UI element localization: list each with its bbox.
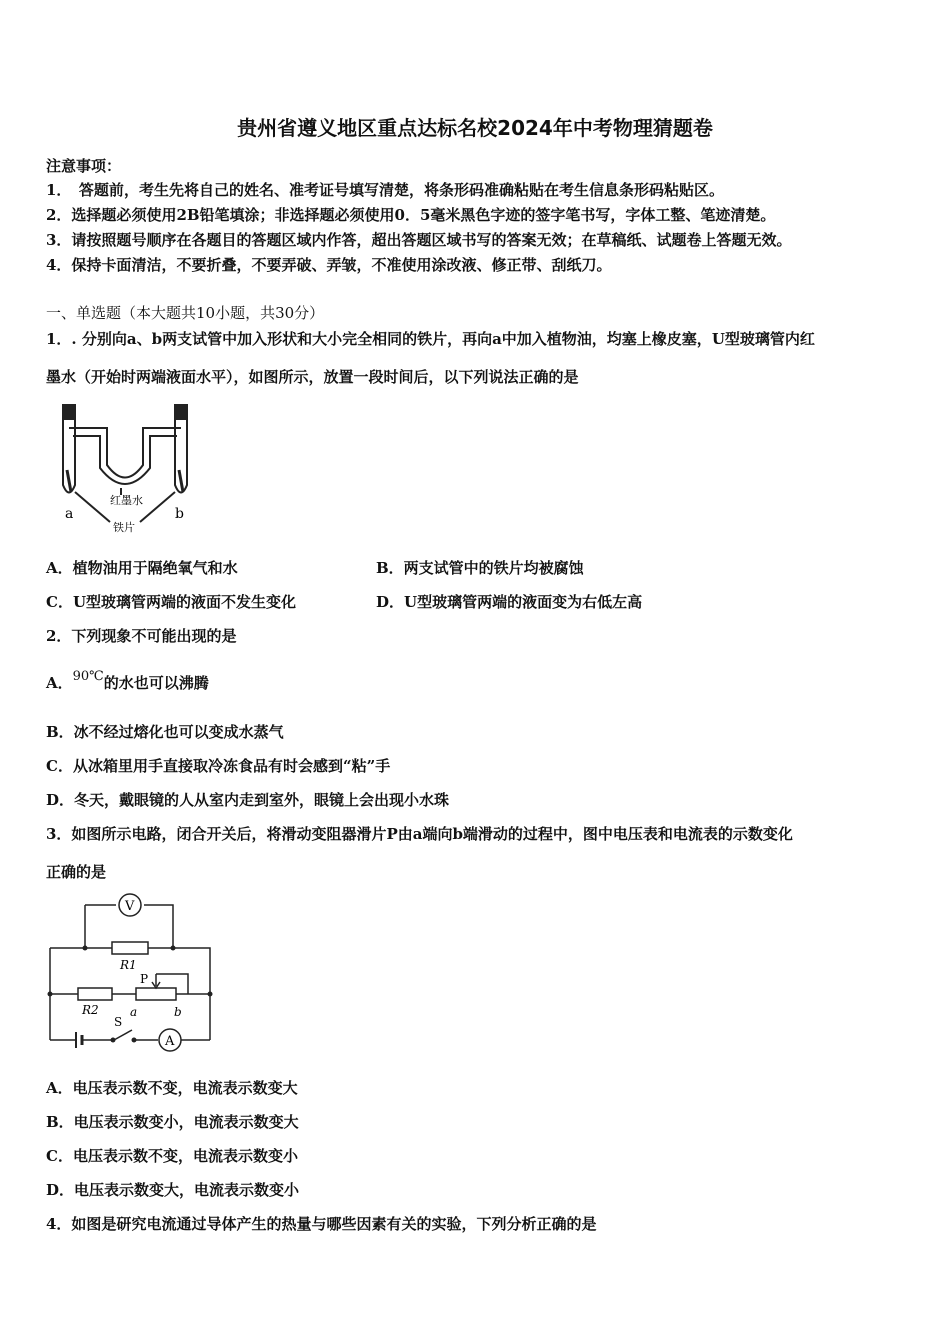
switch-s-label: S [114,1015,123,1029]
q3-stem-line2: 正确的是 [46,863,107,881]
terminal-b-label: b [174,1005,182,1019]
q1-label-b: b [175,506,184,522]
q2-option-a-rest: 的水也可以沸腾 [103,674,209,692]
notice-item-4: 4．保持卡面清洁，不要折叠，不要弄破、弄皱，不准使用涂改液、修正带、刮纸刀。 [46,256,612,274]
notice-item-2: 2．选择题必须使用2B铅笔填涂；非选择题必须使用0．5毫米黑色字迹的签字笔书写，字体工整、笔迹清楚。 [46,206,776,224]
q3-circuit-figure [40,890,220,1060]
q3-option-a[interactable]: A．电压表示数不变，电流表示数变大 [46,1079,298,1097]
notice-item-3: 3．请按照题号顺序在各题目的答题区域内作答，超出答题区域书写的答案无效；在草稿纸、试题卷上答题无效。 [46,231,792,249]
q1-option-b[interactable]: B．两支试管中的铁片均被腐蚀 [376,559,584,577]
q3-option-b[interactable]: B．电压表示数变小，电流表示数变大 [46,1113,299,1131]
q3-stem-line1: 3．如图所示电路，闭合开关后，将滑动变阻器滑片P由a端向b端滑动的过程中，图中电压表和电流表的示数变化 [46,825,793,843]
q1-test-tube-figure [55,400,205,535]
q2-option-c[interactable]: C．从冰箱里用手直接取冷冻食品有时会感到“粘”手 [46,757,391,775]
q2-stem: 2．下列现象不可能出现的是 [46,627,237,645]
r2-label: R2 [82,1003,99,1017]
q2-option-a-temp: 90℃ [72,669,104,684]
q2-option-d[interactable]: D．冬天，戴眼镜的人从室内走到室外，眼镜上会出现小水珠 [46,791,450,809]
q1-label-ink: 红墨水 [110,494,143,507]
q1-option-d[interactable]: D．U型玻璃管两端的液面变为右低左高 [376,593,643,611]
q1-label-iron: 铁片 [113,521,135,534]
q2-option-b[interactable]: B．冰不经过熔化也可以变成水蒸气 [46,723,284,741]
q1-option-a[interactable]: A．植物油用于隔绝氧气和水 [46,559,238,577]
q2-option-a-prefix: A． [46,674,73,692]
ammeter-label: A [165,1034,175,1049]
q4-stem: 4．如图是研究电流通过导体产生的热量与哪些因素有关的实验，下列分析正确的是 [46,1215,597,1233]
slider-p-label: P [140,972,149,986]
notice-heading: 注意事项： [46,157,122,175]
r1-label: R1 [120,958,137,972]
voltmeter-label: V [125,899,135,914]
q1-label-a: a [65,506,74,522]
q3-option-d[interactable]: D．电压表示数变大，电流表示数变小 [46,1181,300,1199]
page-title: 贵州省遵义地区重点达标名校2024年中考物理猜题卷 [237,116,713,140]
section-heading: 一、单选题（本大题共10小题，共30分） [46,304,325,322]
q3-option-c[interactable]: C．电压表示数不变，电流表示数变小 [46,1147,298,1165]
q1-stem-line2: 墨水（开始时两端液面水平），如图所示，放置一段时间后，以下列说法正确的是 [46,368,579,386]
q2-option-a[interactable] [46,669,209,693]
notice-item-1: 1． 答题前，考生先将自己的姓名、准考证号填写清楚，将条形码准确粘贴在考生信息条形码粘贴区。 [46,181,724,199]
q1-stem-line1: 1．. 分别向a、b两支试管中加入形状和大小完全相同的铁片，再向a中加入植物油，均塞上橡皮塞，U型玻璃管内红 [46,330,815,348]
terminal-a-label: a [130,1005,138,1019]
q1-option-c[interactable]: C．U型玻璃管两端的液面不发生变化 [46,593,297,611]
